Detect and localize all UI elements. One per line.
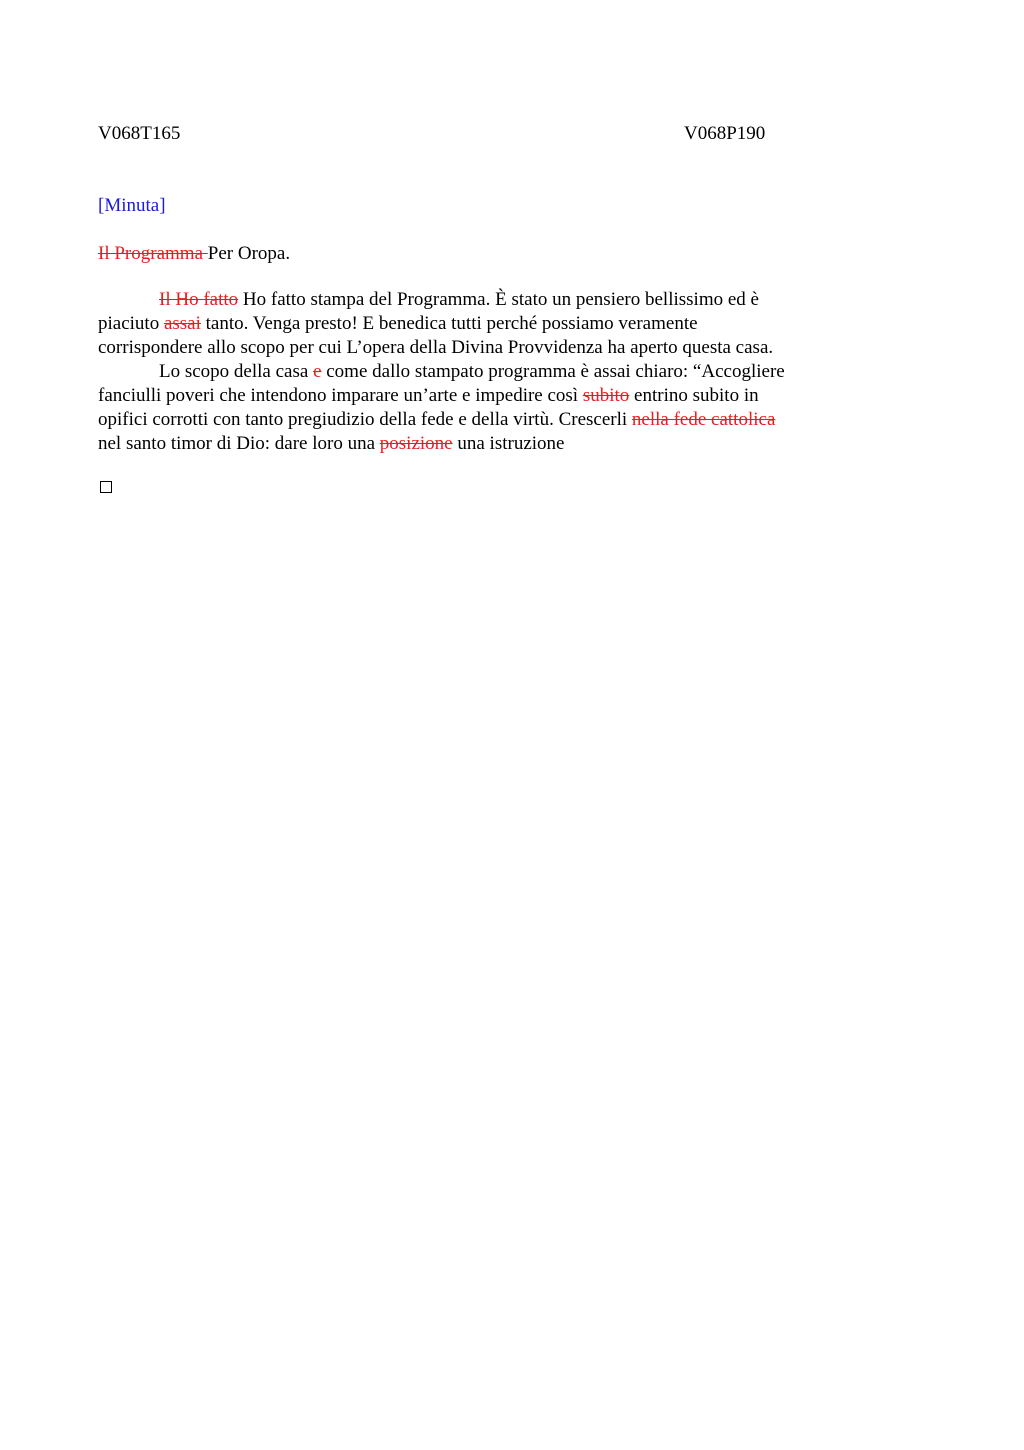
deleted-text: Il Ho fatto xyxy=(159,289,239,310)
body-text: Lo scopo della casa xyxy=(159,361,314,382)
body-line xyxy=(98,312,858,336)
body-line xyxy=(98,360,858,384)
body-text: come dallo stampato programma è assai chiaro: “Accogliere xyxy=(321,361,785,382)
body-line xyxy=(98,432,858,456)
body-text: piaciuto xyxy=(98,313,164,334)
body-text: una istruzione xyxy=(452,433,565,454)
body-text: fanciulli poveri che intendono imparare un’arte e impedire così xyxy=(98,385,583,406)
title-text: Per Oropa. xyxy=(207,243,291,264)
document-code-left: V068T165 xyxy=(98,123,181,144)
deleted-text: subito xyxy=(582,385,630,406)
body-line xyxy=(98,288,858,312)
body-text: opifici corrotti con tanto pregiudizio della fede e della virtù. Crescerli xyxy=(98,409,632,430)
body-text: Ho fatto stampa del Programma. È stato un pensiero bellissimo ed è xyxy=(238,289,759,310)
body-text: nel santo timor di Dio: dare loro una xyxy=(98,433,380,454)
deleted-title-text: Il Programma xyxy=(98,243,208,264)
body-text: entrino subito in xyxy=(629,385,759,406)
body-line xyxy=(98,336,858,360)
body-text: tanto. Venga presto! E benedica tutti perché possiamo veramente xyxy=(200,313,698,334)
deleted-text: e xyxy=(313,361,322,382)
checkbox-icon xyxy=(100,481,112,493)
letter-title xyxy=(98,242,290,266)
document-type-label: [Minuta] xyxy=(98,195,166,216)
body-line xyxy=(98,408,858,432)
deleted-text: nella fede cattolica xyxy=(631,409,776,430)
letter-body xyxy=(98,288,858,456)
deleted-text: posizione xyxy=(379,433,453,454)
document-code-right: V068P190 xyxy=(684,123,766,144)
body-text: corrispondere allo scopo per cui L’opera della Divina Provvidenza ha aperto questa casa. xyxy=(98,337,774,358)
deleted-text: assai xyxy=(163,313,201,334)
body-line xyxy=(98,384,858,408)
